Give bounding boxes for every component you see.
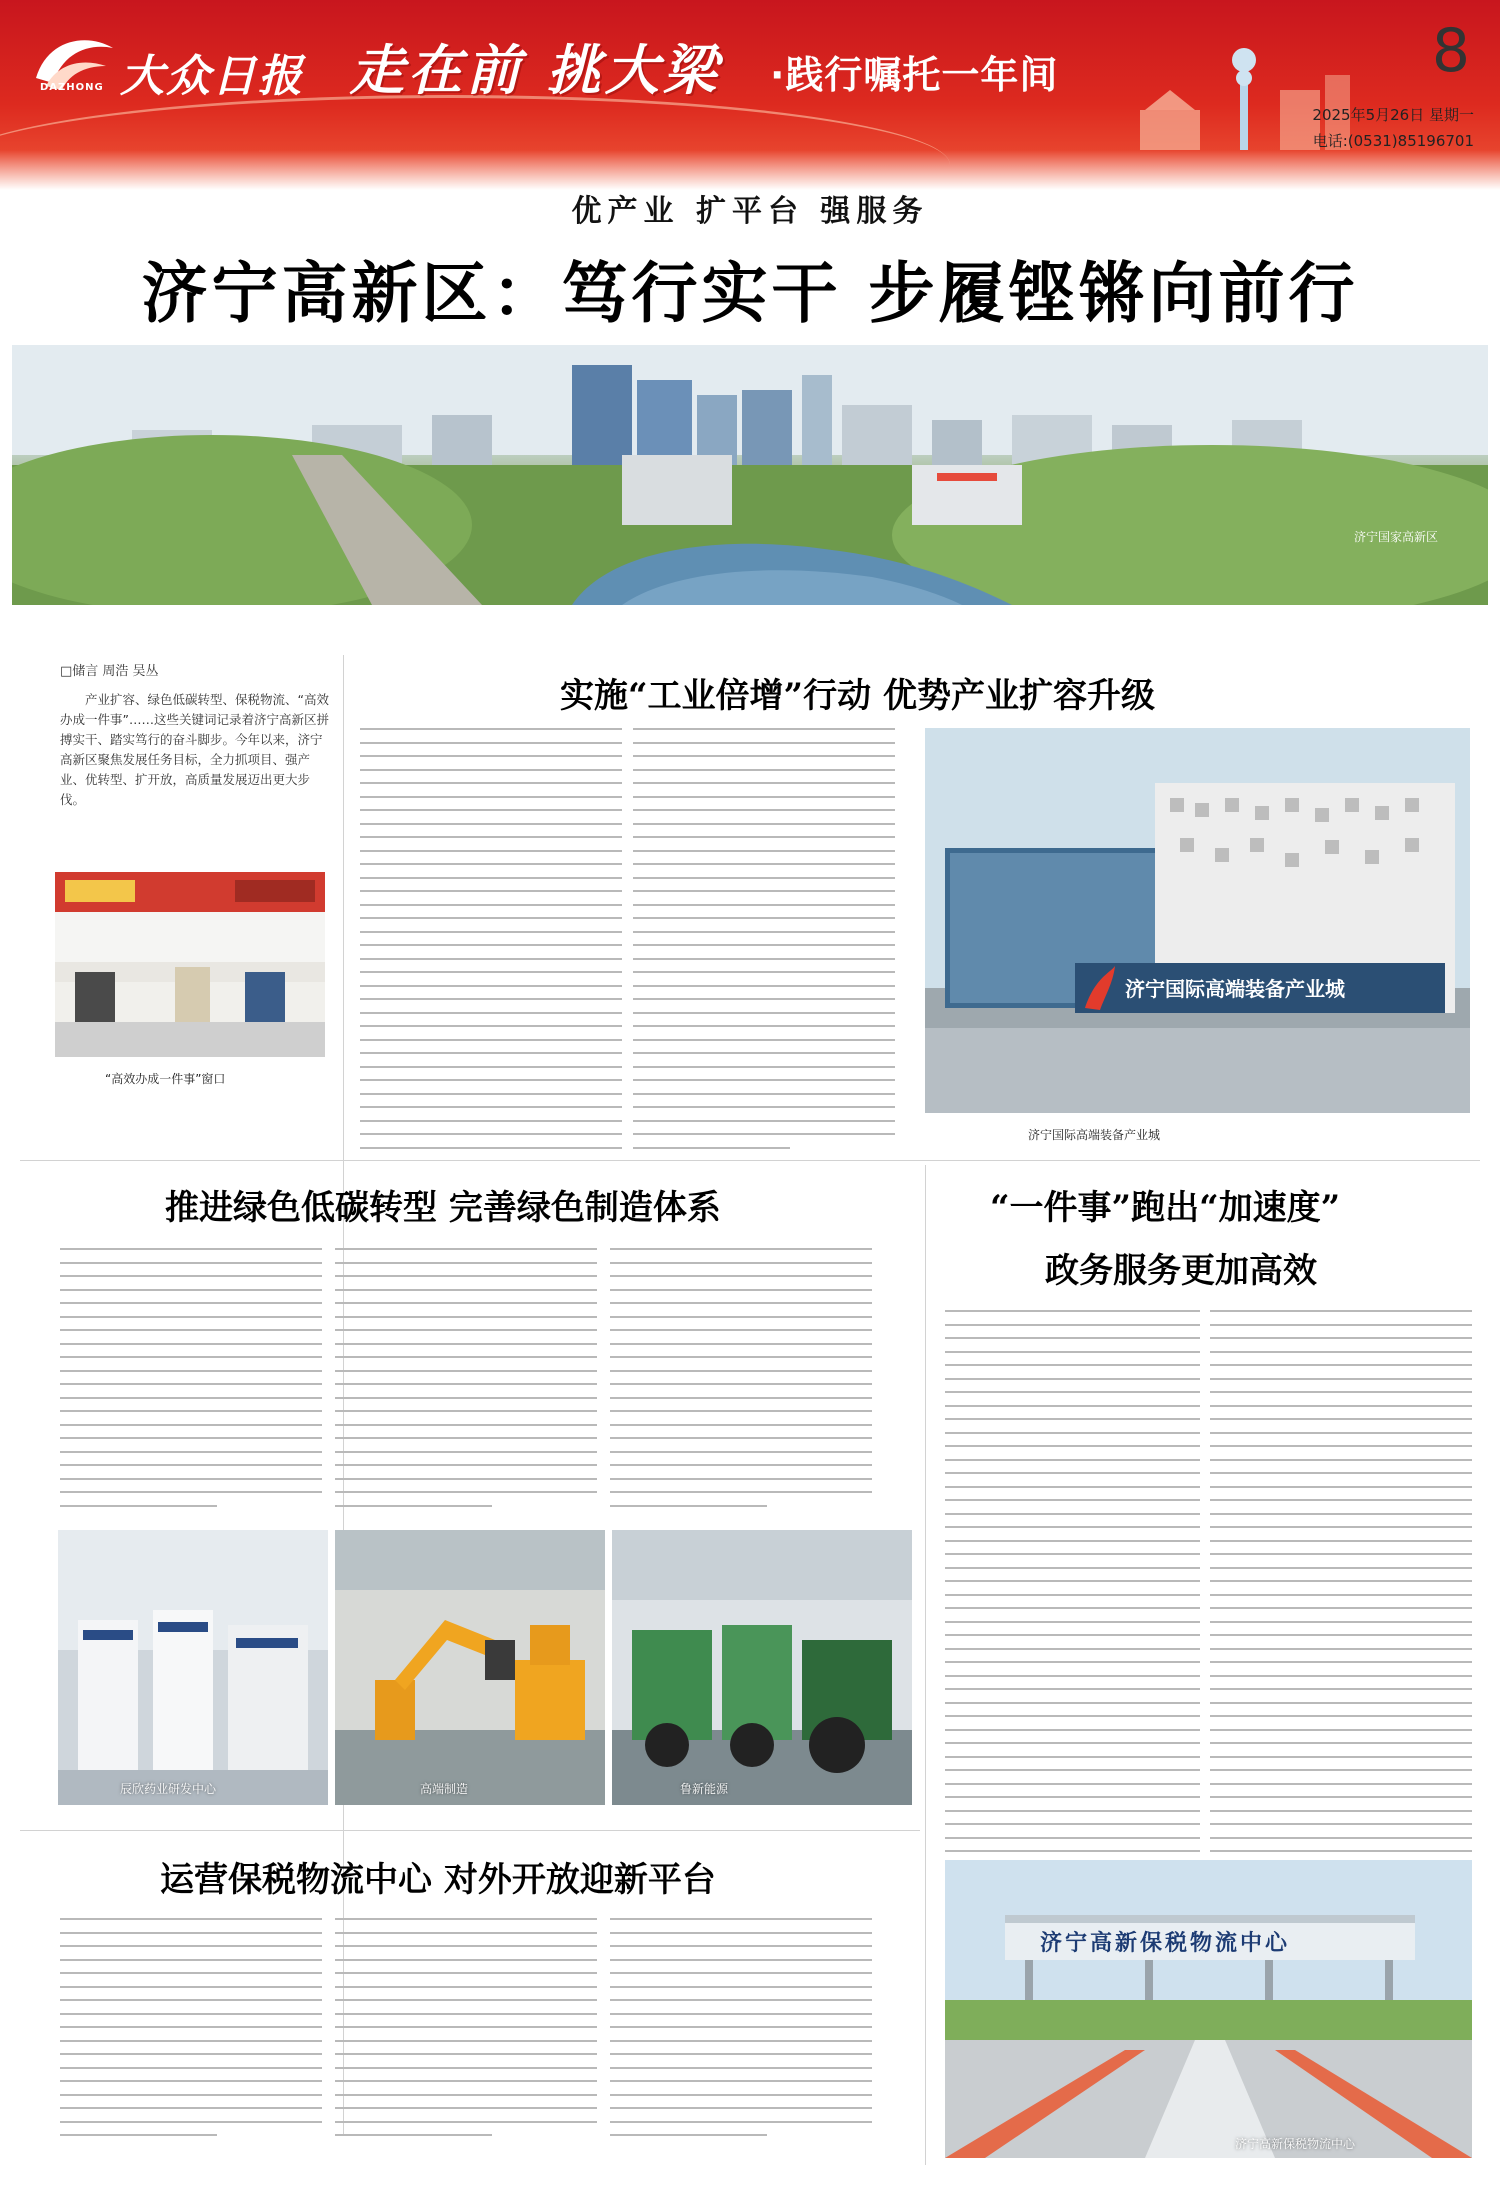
- text-column: [633, 728, 895, 1160]
- banner-swoosh: [0, 95, 950, 190]
- page-number: 8: [1431, 16, 1470, 86]
- robot-arm-photo: [335, 1530, 605, 1805]
- text-column: [945, 1310, 1200, 1918]
- section-logistics-heading: 运营保税物流中心 对外开放迎新平台: [160, 1860, 716, 1900]
- slogan-main: 走在前 挑大梁: [350, 38, 721, 102]
- paper-name: 大众日报: [120, 51, 304, 102]
- contact-phone: 电话:(0531)85196701: [1312, 132, 1474, 150]
- service-window-photo: [55, 872, 325, 1057]
- logistics-photo-caption: 济宁高新保税物流中心: [1235, 2137, 1356, 2151]
- lab-photo-caption: 辰欣药业研发中心: [120, 1782, 217, 1796]
- issue-date: 2025年5月26日 星期一: [1312, 106, 1474, 124]
- newspaper-logo: [28, 28, 338, 102]
- equipment-park-caption: 济宁国际高端装备产业城: [1028, 1128, 1161, 1142]
- section-divider: [20, 1160, 1480, 1161]
- text-column: [335, 1918, 597, 2148]
- hero-aerial-photo: [12, 345, 1488, 605]
- section-service-heading-line2: 政务服务更加高效: [1045, 1251, 1317, 1291]
- text-column: [335, 1248, 597, 1518]
- section-green-heading: 推进绿色低碳转型 完善绿色制造体系: [165, 1188, 721, 1228]
- factory-loader-photo: [612, 1530, 912, 1805]
- byline: □储言 周浩 吴丛: [60, 664, 159, 679]
- section-divider: [20, 1830, 920, 1831]
- equipment-park-photo: [925, 728, 1470, 1113]
- masthead-banner: [0, 0, 1500, 190]
- hero-caption: 济宁国家高新区: [1353, 530, 1438, 544]
- robot-photo-caption: 高端制造: [420, 1782, 469, 1796]
- slogan-sub: ·践行嘱托一年间: [770, 53, 1059, 97]
- text-column: [60, 1248, 322, 1518]
- window-photo-caption: “高效办成一件事”窗口: [105, 1072, 226, 1086]
- page-title: 济宁高新区：笃行实干 步履铿锵向前行: [141, 254, 1359, 332]
- logistics-center-photo: [945, 1860, 1472, 2158]
- headline-kicker: 优产业 扩平台 强服务: [571, 194, 929, 229]
- aerial-city-illustration: [12, 345, 1488, 605]
- intro-paragraph: 产业扩容、绿色低碳转型、保税物流、“高效办成一件事”……这些关键词记录着济宁高新区拼搏实干、踏实笃行的奋斗脚步。今年以来，济宁高新区聚焦发展任务目标，全力抓项目、强产业、优转型、扩开放，高质量发展迈出更大步伐。: [60, 692, 329, 807]
- column-divider: [925, 1165, 926, 2165]
- text-column: [360, 728, 622, 1160]
- lab-photo: [58, 1530, 328, 1805]
- factory-photo-caption: 鲁新能源: [680, 1782, 729, 1796]
- section-service-heading-line1: “一件事”跑出“加速度”: [990, 1188, 1341, 1228]
- text-column: [610, 1248, 872, 1518]
- text-column: [1210, 1310, 1472, 1918]
- logistics-center-sign: 济宁高新保税物流中心: [1040, 1931, 1291, 1956]
- text-column: [60, 1918, 322, 2148]
- section-industry-heading: 实施“工业倍增”行动 优势产业扩容升级: [560, 676, 1155, 716]
- text-column: [610, 1918, 872, 2148]
- paper-sub: DAZHONG: [40, 82, 104, 93]
- equipment-park-sign: 济宁国际高端装备产业城: [1125, 977, 1345, 1001]
